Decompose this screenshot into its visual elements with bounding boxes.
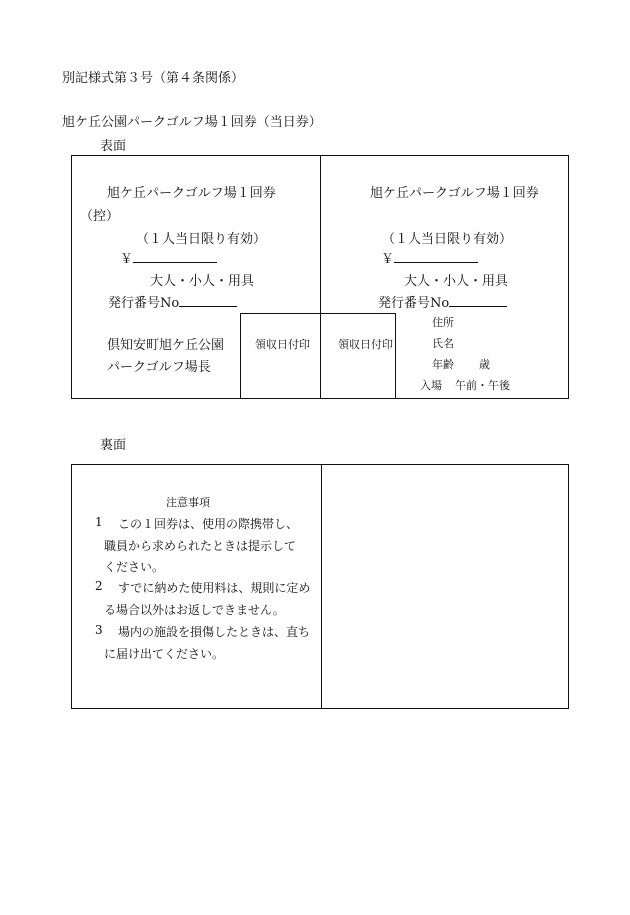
ticket-yen-row [381, 248, 478, 267]
ticket-serial-row [378, 292, 507, 311]
front-divider [320, 155, 321, 399]
ticket-title-right: 旭ケ丘パークゴルフ場１回券 [370, 186, 539, 201]
note-2-num: 2 [95, 579, 103, 593]
note-1-num: 1 [95, 515, 103, 529]
back-divider [321, 464, 322, 709]
stub-validity: （１人当日限り有効） [136, 232, 267, 247]
issuer-line1: 倶知安町旭ケ丘公園 [107, 338, 225, 353]
ticket-serial-label: 発行番号No [378, 296, 450, 311]
note-1-line3: ください。 [104, 560, 165, 574]
issuer-line2: パークゴルフ場長 [107, 360, 211, 375]
stub-amount-line [133, 250, 217, 263]
front-border-left [71, 155, 72, 399]
ticket-yen-symbol: ￥ [381, 252, 395, 267]
ticket-category: 大人・小人・用具 [404, 274, 509, 289]
back-border-bottom [71, 708, 569, 709]
ticket-serial-line [449, 294, 507, 307]
age-label: 年齢 [432, 358, 454, 371]
note-2-line2: る場合以外はお返しできません。 [104, 603, 285, 617]
age-unit: 歳 [479, 358, 490, 371]
stamp-box-left [240, 313, 241, 399]
stub-yen-symbol: ￥ [120, 252, 134, 267]
notes-title: 注意事項 [166, 496, 210, 509]
ticket-title: 旭ケ丘公園パークゴルフ場１回券（当日券） [62, 115, 322, 130]
note-3-line2: に届け出てください。 [104, 647, 225, 661]
address-label: 住所 [432, 316, 454, 329]
stub-serial-label: 発行番号No [108, 296, 180, 311]
note-3-num: 3 [95, 623, 103, 637]
stamp-box-top [240, 313, 396, 314]
entry-options: 午前・午後 [455, 379, 510, 392]
note-3-line1: 場内の施設を損傷したときは、直ち [118, 625, 311, 639]
stub-category: 大人・小人・用具 [150, 274, 255, 289]
stub-stamp-label: 領収日付印 [255, 338, 310, 351]
back-heading: 裏面 [100, 438, 127, 453]
front-border-right [568, 155, 569, 399]
front-heading: 表面 [100, 139, 127, 154]
ticket-amount-line [394, 250, 478, 263]
ticket-validity: （１人当日限り有効） [382, 232, 513, 247]
stub-serial-line [179, 294, 237, 307]
ticket-stamp-label: 領収日付印 [338, 338, 393, 351]
back-border-right [568, 464, 569, 709]
form-label: 別記様式第３号（第４条関係） [62, 71, 245, 86]
entry-label: 入場 [420, 379, 442, 392]
stub-suffix: （控） [80, 209, 120, 224]
stamp-box-right [395, 313, 396, 399]
note-1-line2: 職員から求められたときは提示して [104, 539, 297, 553]
stub-serial-row [108, 292, 237, 311]
note-2-line1: すでに納めた使用料は、規則に定め [118, 581, 311, 595]
note-1-line1: この１回券は、使用の際携帯し、 [118, 517, 299, 531]
stub-yen-row [120, 248, 217, 267]
back-border-left [71, 464, 72, 709]
name-label: 氏名 [432, 337, 454, 350]
stub-title: 旭ケ丘パークゴルフ場１回券 [107, 186, 276, 201]
back-border-top [71, 464, 569, 465]
